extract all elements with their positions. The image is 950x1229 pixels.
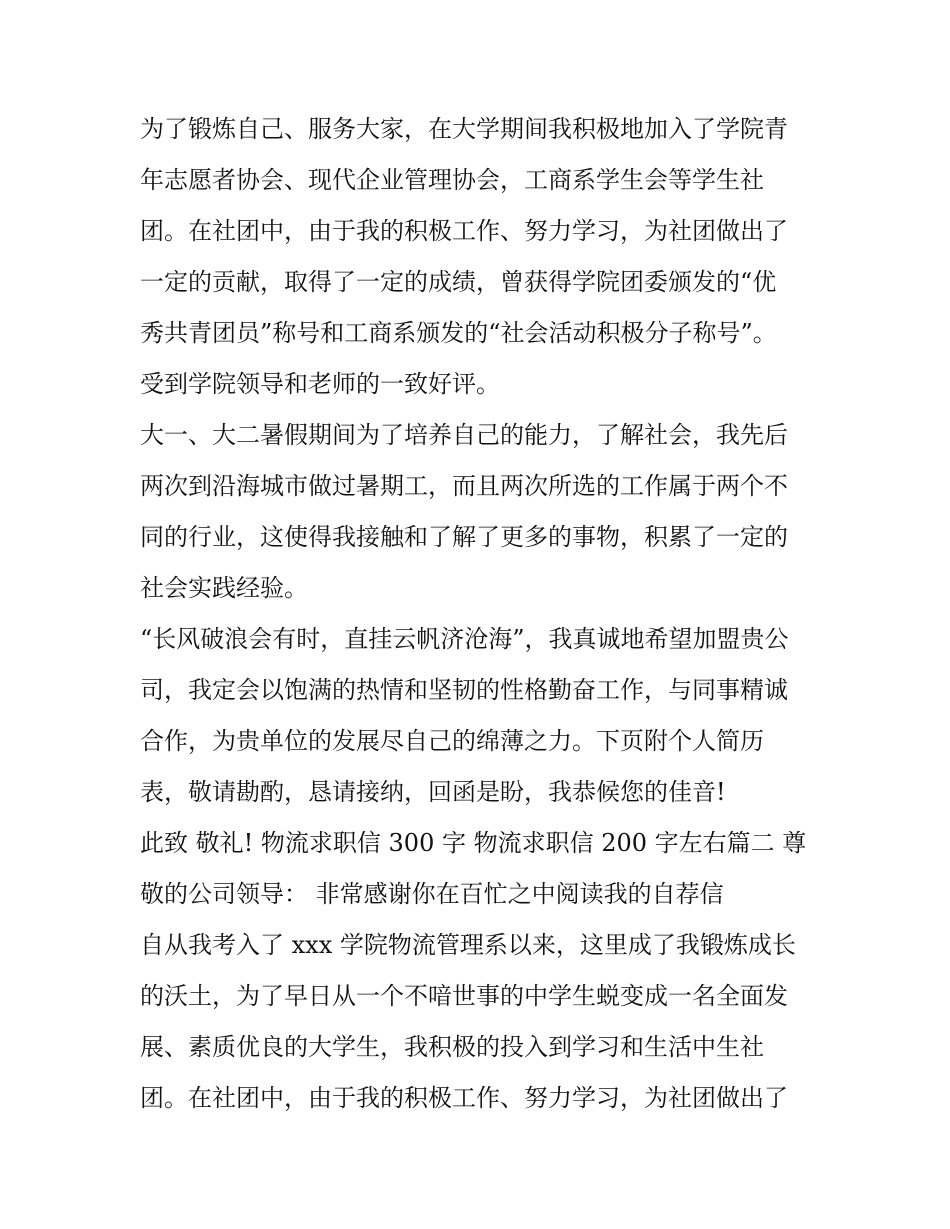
text-line: 表，敬请勘酌，恳请接纳，回函是盼，我恭候您的佳音! bbox=[140, 778, 726, 806]
text-line: 自从我考入了 xxx 学院物流管理系以来，这里成了我锻炼成长 bbox=[140, 931, 796, 959]
text-line: 一定的贡献，取得了一定的成绩，曾获得学院团委颁发的“优 bbox=[140, 268, 777, 296]
text-line: 团。在社团中，由于我的积极工作、努力学习，为社团做出了 bbox=[140, 1084, 788, 1112]
text-line: 秀共青团员”称号和工商系颁发的“社会活动积极分子称号”。 bbox=[140, 319, 777, 347]
text-line: 敬的公司领导： 非常感谢你在百忙之中阅读我的自荐信 bbox=[140, 880, 724, 908]
text-line: 社会实践经验。 bbox=[140, 574, 308, 602]
text-line: 大一、大二暑假期间为了培养自己的能力，了解社会，我先后 bbox=[140, 421, 788, 449]
text-line: 展、素质优良的大学生，我积极的投入到学习和生活中生社 bbox=[140, 1033, 764, 1061]
text-line: 合作，为贵单位的发展尽自己的绵薄之力。下页附个人简历 bbox=[140, 727, 764, 755]
text-line: “长风破浪会有时，直挂云帆济沧海”，我真诚地希望加盟贵公 bbox=[140, 625, 789, 653]
text-line: 团。在社团中，由于我的积极工作、努力学习，为社团做出了 bbox=[140, 217, 788, 245]
text-line: 司，我定会以饱满的热情和坚韧的性格勤奋工作，与同事精诚 bbox=[140, 676, 788, 704]
text-line: 受到学院领导和老师的一致好评。 bbox=[140, 370, 500, 398]
text-line: 为了锻炼自己、服务大家，在大学期间我积极地加入了学院青 bbox=[140, 115, 788, 143]
text-line: 两次到沿海城市做过暑期工，而且两次所选的工作属于两个不 bbox=[140, 472, 788, 500]
text-line: 的沃土，为了早日从一个不喑世事的中学生蜕变成一名全面发 bbox=[140, 982, 788, 1010]
text-line: 同的行业，这使得我接触和了解了更多的事物，积累了一定的 bbox=[140, 523, 788, 551]
text-line: 此致 敬礼! 物流求职信 300 字 物流求职信 200 字左右篇二 尊 bbox=[140, 829, 807, 857]
text-line: 年志愿者协会、现代企业管理协会，工商系学生会等学生社 bbox=[140, 166, 764, 194]
